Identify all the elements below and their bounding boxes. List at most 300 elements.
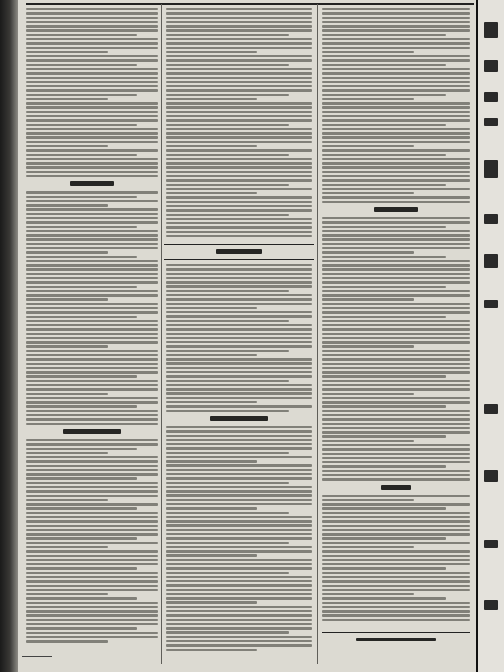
text-line bbox=[322, 260, 470, 262]
text-line bbox=[26, 221, 158, 223]
text-line bbox=[322, 559, 470, 561]
text-line bbox=[166, 175, 312, 177]
adjacent-page-strip bbox=[476, 0, 504, 672]
text-line bbox=[166, 439, 312, 441]
text-line bbox=[322, 465, 446, 467]
text-line bbox=[166, 281, 312, 283]
text-line bbox=[166, 435, 312, 437]
adjacent-page-fragment bbox=[484, 254, 498, 268]
text-line bbox=[322, 230, 470, 232]
text-line bbox=[166, 214, 289, 216]
text-line bbox=[26, 358, 158, 360]
text-line bbox=[166, 264, 312, 266]
text-line bbox=[166, 141, 312, 143]
text-line bbox=[166, 268, 312, 270]
text-line bbox=[166, 550, 312, 552]
text-line bbox=[322, 141, 470, 143]
text-line bbox=[166, 320, 289, 322]
text-line bbox=[322, 98, 414, 100]
text-line bbox=[166, 631, 289, 633]
text-line bbox=[26, 337, 158, 339]
text-line bbox=[26, 124, 137, 126]
text-line bbox=[26, 482, 158, 484]
text-line bbox=[26, 243, 158, 245]
text-line bbox=[166, 477, 312, 479]
text-line bbox=[322, 503, 470, 505]
text-line bbox=[322, 371, 470, 373]
text-line bbox=[166, 201, 312, 203]
text-line bbox=[322, 145, 414, 147]
text-line bbox=[26, 166, 158, 168]
text-line bbox=[26, 217, 158, 219]
text-line bbox=[322, 597, 446, 599]
text-line bbox=[26, 68, 158, 70]
adjacent-page-fragment bbox=[484, 60, 498, 72]
text-line bbox=[166, 567, 312, 569]
adjacent-page-fragment bbox=[484, 470, 498, 482]
text-line bbox=[166, 162, 312, 164]
text-line bbox=[26, 529, 158, 531]
text-line bbox=[322, 162, 470, 164]
text-line bbox=[26, 401, 158, 403]
adjacent-page-fragment bbox=[484, 300, 498, 308]
text-line bbox=[322, 64, 446, 66]
text-line bbox=[26, 597, 137, 599]
text-line bbox=[166, 644, 312, 646]
text-line bbox=[26, 247, 158, 249]
text-line bbox=[322, 423, 470, 425]
text-line bbox=[166, 533, 312, 535]
text-line bbox=[26, 128, 158, 130]
text-line bbox=[166, 111, 312, 113]
text-line bbox=[166, 333, 312, 335]
text-line bbox=[166, 460, 257, 462]
text-line bbox=[26, 328, 158, 330]
text-line bbox=[322, 384, 470, 386]
text-line bbox=[26, 141, 158, 143]
text-line bbox=[166, 277, 312, 279]
text-line bbox=[26, 410, 158, 412]
text-line bbox=[166, 512, 289, 514]
text-line bbox=[322, 124, 446, 126]
text-line bbox=[166, 490, 312, 492]
text-line bbox=[166, 367, 312, 369]
text-line bbox=[322, 375, 446, 377]
text-line bbox=[322, 175, 470, 177]
text-line bbox=[322, 495, 470, 497]
text-line bbox=[322, 51, 414, 53]
text-line bbox=[166, 606, 312, 608]
text-line bbox=[322, 89, 470, 91]
section-heading bbox=[63, 429, 121, 434]
text-line bbox=[322, 499, 414, 501]
text-line bbox=[322, 320, 470, 322]
text-line bbox=[322, 251, 414, 253]
text-line bbox=[322, 171, 470, 173]
text-line bbox=[322, 516, 470, 518]
text-line bbox=[26, 572, 158, 574]
text-line bbox=[322, 303, 470, 305]
text-line bbox=[166, 12, 312, 14]
column-3 bbox=[322, 8, 470, 623]
text-line bbox=[26, 627, 137, 629]
text-line bbox=[322, 42, 470, 44]
text-line bbox=[166, 593, 312, 595]
text-line bbox=[322, 217, 470, 219]
text-line bbox=[26, 516, 158, 518]
text-line bbox=[26, 268, 158, 270]
text-line bbox=[166, 516, 312, 518]
text-line bbox=[26, 55, 158, 57]
bottom-notice-box bbox=[322, 632, 470, 653]
text-line bbox=[26, 585, 158, 587]
text-line bbox=[166, 25, 312, 27]
text-line bbox=[322, 256, 446, 258]
text-line bbox=[322, 405, 446, 407]
text-line bbox=[166, 42, 312, 44]
text-line bbox=[322, 158, 470, 160]
text-line bbox=[166, 597, 312, 599]
text-line bbox=[166, 158, 312, 160]
text-line bbox=[166, 184, 289, 186]
text-line bbox=[26, 277, 158, 279]
text-line bbox=[322, 243, 470, 245]
text-line bbox=[322, 427, 470, 429]
text-line bbox=[166, 68, 312, 70]
text-line bbox=[26, 465, 158, 467]
text-line bbox=[166, 614, 312, 616]
text-line bbox=[322, 572, 470, 574]
text-line bbox=[26, 273, 158, 275]
text-line bbox=[26, 154, 137, 156]
text-line bbox=[322, 59, 470, 61]
text-line bbox=[322, 440, 414, 442]
text-line bbox=[26, 77, 158, 79]
text-line bbox=[166, 145, 257, 147]
text-line bbox=[26, 21, 158, 23]
text-line bbox=[166, 482, 289, 484]
text-line bbox=[26, 238, 158, 240]
text-line bbox=[322, 8, 470, 10]
text-line bbox=[322, 290, 470, 292]
text-line bbox=[166, 486, 312, 488]
text-line bbox=[166, 8, 312, 10]
text-line bbox=[166, 85, 312, 87]
text-line bbox=[26, 495, 158, 497]
text-line bbox=[322, 593, 414, 595]
text-line bbox=[322, 435, 446, 437]
text-line bbox=[26, 38, 158, 40]
text-line bbox=[166, 554, 257, 556]
text-line bbox=[26, 294, 158, 296]
text-line bbox=[26, 89, 158, 91]
text-line bbox=[26, 371, 158, 373]
text-line bbox=[26, 162, 158, 164]
text-line bbox=[26, 589, 158, 591]
text-line bbox=[26, 286, 137, 288]
text-line bbox=[26, 111, 158, 113]
column-rule bbox=[161, 4, 162, 664]
text-line bbox=[26, 191, 158, 193]
text-line bbox=[322, 184, 446, 186]
text-line bbox=[322, 77, 470, 79]
text-line bbox=[322, 610, 470, 612]
text-line bbox=[26, 640, 108, 642]
text-line bbox=[26, 324, 158, 326]
text-line bbox=[166, 29, 312, 31]
text-line bbox=[322, 17, 470, 19]
text-line bbox=[26, 563, 158, 565]
text-line bbox=[26, 8, 158, 10]
text-line bbox=[26, 51, 108, 53]
text-line bbox=[166, 311, 312, 313]
text-line bbox=[322, 149, 470, 151]
text-line bbox=[166, 136, 312, 138]
text-line bbox=[26, 477, 137, 479]
text-line bbox=[26, 208, 158, 210]
text-line bbox=[166, 503, 312, 505]
text-line bbox=[26, 393, 108, 395]
text-line bbox=[322, 268, 470, 270]
text-line bbox=[26, 499, 108, 501]
text-line bbox=[166, 619, 312, 621]
text-line bbox=[322, 614, 470, 616]
text-line bbox=[322, 341, 470, 343]
text-line bbox=[166, 576, 312, 578]
text-line bbox=[166, 345, 312, 347]
text-line bbox=[26, 473, 158, 475]
text-line bbox=[166, 537, 312, 539]
text-line bbox=[26, 115, 158, 117]
text-line bbox=[26, 158, 158, 160]
text-line bbox=[166, 601, 257, 603]
text-line bbox=[322, 350, 470, 352]
text-line bbox=[166, 452, 289, 454]
text-line bbox=[322, 324, 470, 326]
text-line bbox=[322, 606, 470, 608]
text-line bbox=[26, 576, 158, 578]
text-line bbox=[322, 474, 470, 476]
text-line bbox=[322, 354, 470, 356]
text-line bbox=[26, 94, 137, 96]
text-line bbox=[166, 430, 312, 432]
text-line bbox=[166, 94, 289, 96]
text-line bbox=[166, 51, 257, 53]
text-line bbox=[166, 72, 312, 74]
text-line bbox=[26, 85, 158, 87]
text-line bbox=[322, 166, 470, 168]
text-line bbox=[322, 316, 446, 318]
text-line bbox=[322, 461, 470, 463]
text-line bbox=[26, 593, 108, 595]
text-line bbox=[166, 362, 312, 364]
text-line bbox=[166, 572, 289, 574]
text-line bbox=[26, 452, 108, 454]
notice-heading bbox=[356, 638, 436, 641]
text-line bbox=[26, 59, 158, 61]
text-line bbox=[322, 68, 470, 70]
text-line bbox=[322, 602, 470, 604]
text-line bbox=[322, 111, 470, 113]
text-line bbox=[26, 106, 158, 108]
text-line bbox=[322, 29, 470, 31]
column-1 bbox=[26, 8, 158, 644]
text-line bbox=[26, 145, 108, 147]
text-line bbox=[26, 546, 108, 548]
text-line bbox=[26, 610, 158, 612]
text-line bbox=[322, 546, 414, 548]
text-line bbox=[26, 533, 158, 535]
text-line bbox=[322, 576, 470, 578]
text-line bbox=[322, 537, 446, 539]
text-line bbox=[166, 119, 312, 121]
text-line bbox=[322, 585, 470, 587]
text-line bbox=[322, 457, 470, 459]
text-line bbox=[26, 542, 158, 544]
text-line bbox=[26, 380, 158, 382]
text-line bbox=[166, 38, 312, 40]
text-line bbox=[322, 345, 414, 347]
text-line bbox=[166, 529, 312, 531]
text-line bbox=[322, 567, 446, 569]
text-line bbox=[166, 59, 312, 61]
text-line bbox=[26, 200, 158, 202]
corner-rule bbox=[22, 656, 52, 667]
text-line bbox=[26, 602, 158, 604]
text-line bbox=[322, 192, 414, 194]
text-line bbox=[26, 290, 158, 292]
text-line bbox=[26, 512, 158, 514]
text-line bbox=[26, 490, 158, 492]
text-line bbox=[322, 72, 470, 74]
text-line bbox=[166, 290, 289, 292]
text-line bbox=[322, 393, 414, 395]
text-line bbox=[322, 286, 446, 288]
text-line bbox=[26, 354, 158, 356]
text-line bbox=[166, 205, 312, 207]
text-line bbox=[322, 221, 470, 223]
text-line bbox=[322, 298, 414, 300]
text-line bbox=[322, 226, 446, 228]
text-line bbox=[322, 444, 470, 446]
text-line bbox=[322, 580, 470, 582]
text-line bbox=[322, 234, 470, 236]
text-line bbox=[322, 38, 470, 40]
text-line bbox=[322, 21, 470, 23]
text-line bbox=[322, 397, 470, 399]
text-line bbox=[322, 367, 470, 369]
text-line bbox=[166, 294, 312, 296]
text-line bbox=[322, 478, 470, 480]
text-line bbox=[26, 171, 158, 173]
text-line bbox=[26, 363, 158, 365]
text-line bbox=[166, 443, 312, 445]
text-line bbox=[26, 132, 158, 134]
text-line bbox=[166, 235, 312, 237]
text-line bbox=[26, 567, 137, 569]
text-line bbox=[26, 136, 158, 138]
text-line bbox=[26, 388, 158, 390]
text-line bbox=[322, 179, 470, 181]
text-line bbox=[166, 405, 312, 407]
text-line bbox=[26, 418, 158, 420]
text-line bbox=[26, 333, 158, 335]
text-line bbox=[322, 470, 470, 472]
text-line bbox=[26, 64, 137, 66]
text-line bbox=[322, 431, 470, 433]
text-line bbox=[322, 418, 470, 420]
text-line bbox=[322, 563, 470, 565]
text-line bbox=[26, 559, 158, 561]
text-line bbox=[166, 132, 312, 134]
text-line bbox=[166, 636, 312, 638]
text-line bbox=[322, 311, 470, 313]
text-line bbox=[322, 119, 470, 121]
text-line bbox=[166, 98, 257, 100]
text-line bbox=[26, 264, 158, 266]
text-line bbox=[166, 166, 312, 168]
text-line bbox=[166, 358, 312, 360]
text-line bbox=[322, 196, 470, 198]
text-line bbox=[322, 154, 446, 156]
text-line bbox=[322, 94, 446, 96]
text-line bbox=[166, 542, 289, 544]
text-line bbox=[166, 627, 312, 629]
text-line bbox=[26, 439, 158, 441]
text-line bbox=[166, 128, 312, 130]
text-line bbox=[322, 188, 470, 190]
text-line bbox=[166, 350, 289, 352]
text-line bbox=[26, 260, 158, 262]
text-line bbox=[166, 640, 312, 642]
text-line bbox=[166, 55, 312, 57]
text-line bbox=[322, 555, 470, 557]
text-line bbox=[26, 632, 158, 634]
text-line bbox=[166, 397, 312, 399]
text-line bbox=[166, 171, 312, 173]
text-line bbox=[26, 303, 158, 305]
section-heading bbox=[381, 485, 411, 490]
text-line bbox=[166, 341, 312, 343]
text-line bbox=[166, 324, 312, 326]
text-line bbox=[26, 503, 158, 505]
text-line bbox=[26, 226, 137, 228]
column-2 bbox=[166, 8, 312, 239]
text-line bbox=[26, 42, 158, 44]
text-line bbox=[26, 555, 158, 557]
text-line bbox=[26, 281, 158, 283]
text-line bbox=[322, 328, 470, 330]
text-line bbox=[322, 448, 470, 450]
text-line bbox=[166, 34, 289, 36]
text-line bbox=[166, 354, 257, 356]
text-line bbox=[26, 98, 108, 100]
adjacent-page-fragment bbox=[484, 404, 498, 414]
text-line bbox=[322, 337, 470, 339]
adjacent-page-fragment bbox=[484, 92, 498, 102]
text-line bbox=[166, 610, 312, 612]
adjacent-page-fragment bbox=[484, 22, 498, 38]
text-line bbox=[26, 507, 137, 509]
text-line bbox=[166, 563, 312, 565]
text-line bbox=[322, 106, 470, 108]
text-line bbox=[322, 34, 446, 36]
text-line bbox=[322, 238, 470, 240]
text-line bbox=[322, 85, 470, 87]
text-line bbox=[26, 25, 158, 27]
text-line bbox=[26, 72, 158, 74]
text-line bbox=[26, 460, 158, 462]
